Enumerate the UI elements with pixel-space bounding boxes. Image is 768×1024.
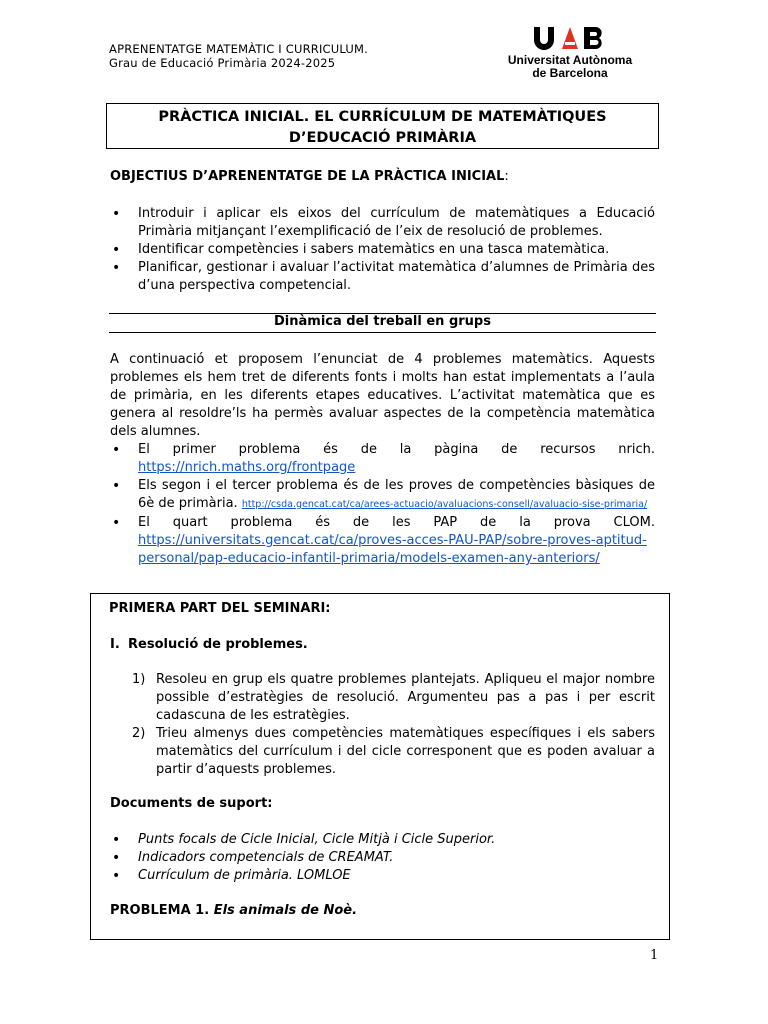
problem-title: Els animals de Noè. xyxy=(213,903,358,918)
step-number: 2) xyxy=(132,726,146,741)
document-title: PRÀCTICA INICIAL. EL CURRÍCULUM DE MATEMÀTIQUES D’EDUCACIÓ PRIMÀRIA xyxy=(106,103,659,149)
source-link[interactable]: https://nrich.maths.org/frontpage xyxy=(138,460,356,475)
objectives-heading xyxy=(110,169,509,184)
seminar-section-title: Resolució de problemes. xyxy=(128,637,308,652)
support-doc-item: • Indicadors competencials de CREAMAT. xyxy=(110,849,655,867)
step-number: 1) xyxy=(132,672,146,687)
source-link[interactable]: http://csda.gencat.cat/ca/arees-actuacio/avaluacions-consell/avaluacio-sise-primaria/ xyxy=(241,499,648,510)
support-doc-item: • Punts focals de Cicle Inicial, Cicle Mitjà i Cicle Superior. xyxy=(110,831,655,849)
source-text: • El quart problema és de les PAP de la prova CLOM. xyxy=(138,515,655,530)
objective-item: • Introduir i aplicar els eixos del currículum de matemàtiques a Educació Primària mitjançant l’exemplificació de l’eix de resolució de problemes. xyxy=(110,205,655,241)
seminar-title: PRIMERA PART DEL SEMINARI: xyxy=(109,601,331,616)
step-text: Resoleu en grup els quatre problemes plantejats. Apliqueu el major nombre possible d’estratègies de resolució. Argumenteu pas a pas i per escrit cadascuna de les estratègies. xyxy=(156,672,655,723)
support-doc-item: • Currículum de primària. LOMLOE xyxy=(110,867,655,885)
source-text: Els segon i el tercer problema és de les proves de competències bàsiques de 6è de primària. xyxy=(138,478,655,511)
step-item xyxy=(130,671,655,725)
section-rule-bottom xyxy=(109,332,656,333)
objective-item: • Identificar competències i sabers matemàtics en una tasca matemàtica. xyxy=(110,241,655,259)
source-link[interactable]: https://universitats.gencat.cat/ca/proves-acces-PAU-PAP/sobre-proves-aptitud-personal/pap-educacio-infantil-primaria/models-examen-any-anteriors/ xyxy=(138,533,647,566)
intro-paragraph: A continuació et proposem l’enunciat de 4 problemes matemàtics. Aquests problemes els hem tret de diferents fonts i molts han estat implementats a l’aula de primària, en les diferents etapes educatives. L’activitat matemàtica que es genera al resoldre’ls ha permès avaluar aspectes de la competència matemàtica dels alumnes. xyxy=(110,352,655,439)
step-text: Trieu almenys dues competències matemàtiques específiques i els sabers matemàtics del currículum i del cicle corresponent que es poden avaluar a partir d’aquests problemes. xyxy=(156,726,655,777)
objective-item: • Planificar, gestionar i avaluar l’activitat matemàtica d’alumnes de Primària des d’una perspectiva competencial. xyxy=(110,259,655,295)
objectives-heading-text: OBJECTIUS D’APRENENTATGE DE LA PRÀCTICA INICIAL xyxy=(110,169,505,184)
page-number: 1 xyxy=(650,948,659,963)
seminar-steps xyxy=(130,671,655,779)
source-item xyxy=(110,477,655,514)
seminar-section-heading xyxy=(110,637,308,652)
problem-heading xyxy=(110,903,357,918)
logo-city-line: de Barcelona xyxy=(532,66,608,80)
uab-logo xyxy=(500,26,640,82)
source-text: • El primer problema és de la pàgina de recursos nrich. xyxy=(138,442,655,457)
running-header xyxy=(109,42,368,70)
header-degree-year: Grau de Educació Primària 2024-2025 xyxy=(109,56,336,70)
support-docs-heading: Documents de suport: xyxy=(110,796,273,811)
support-docs-list xyxy=(110,831,655,885)
source-item xyxy=(110,514,655,568)
source-item xyxy=(110,441,655,477)
uab-logo-mark-icon xyxy=(532,26,612,50)
sources-list xyxy=(110,441,655,568)
group-work-heading: Dinàmica del treball en grups xyxy=(274,314,491,329)
objectives-heading-colon: : xyxy=(504,169,509,184)
objectives-list xyxy=(110,205,655,295)
logo-university-line: Universitat Autònoma xyxy=(507,53,633,67)
problem-label: PROBLEMA 1. xyxy=(110,903,210,918)
step-item xyxy=(130,725,655,779)
header-course-title: APRENENTATGE MATEMÀTIC I CURRICULUM. xyxy=(109,42,369,56)
seminar-section-number: I. xyxy=(110,637,120,652)
